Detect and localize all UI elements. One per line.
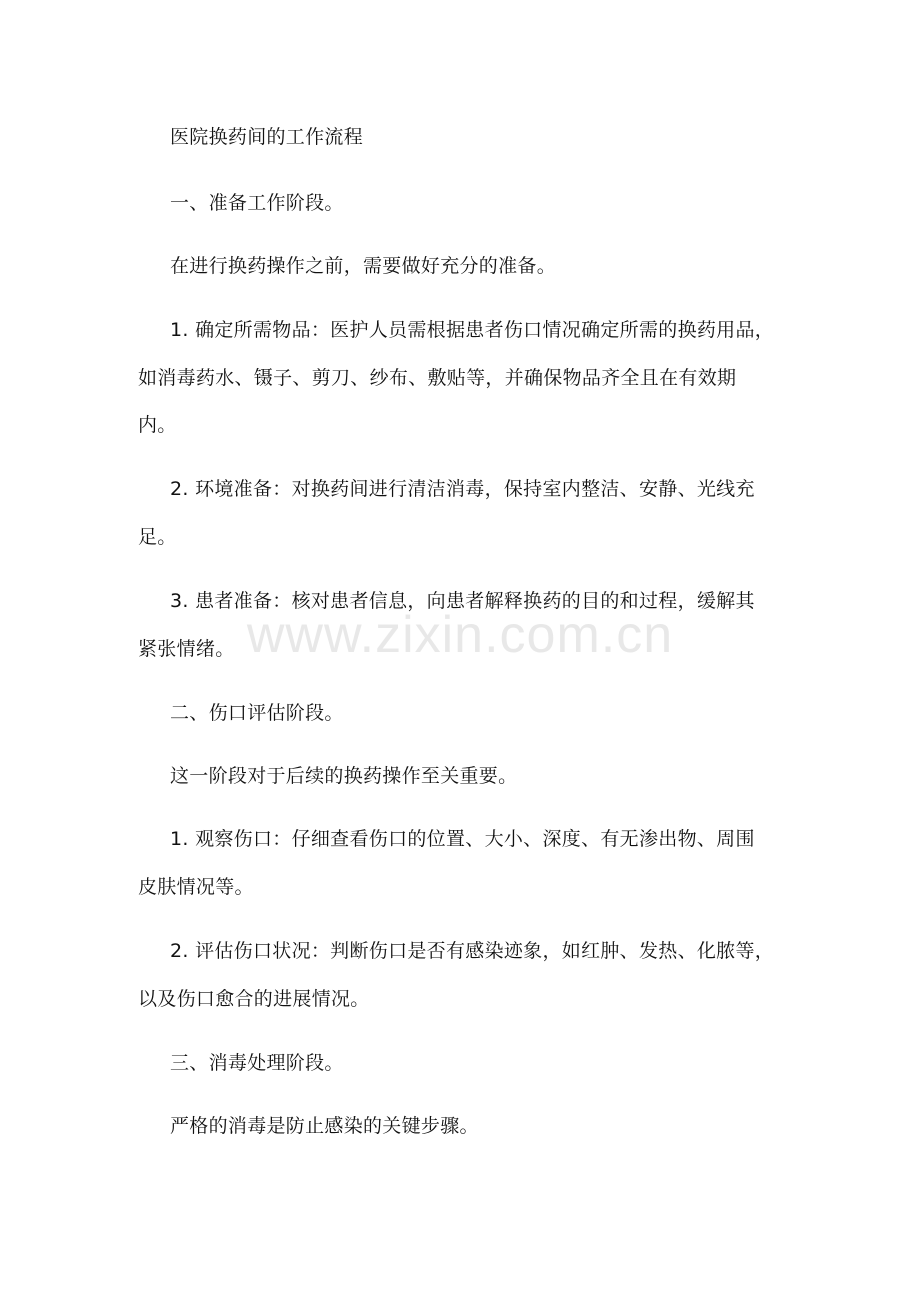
- section-2-heading: 二、伤口评估阶段。: [170, 702, 344, 724]
- section-2-item-2-line-1: 2. 评估伤口状况：判断伤口是否有感染迹象，如红肿、发热、化脓等，: [170, 940, 775, 962]
- section-2-item-1-line-2: 皮肤情况等。: [138, 876, 254, 898]
- section-1-intro: 在进行换药操作之前，需要做好充分的准备。: [170, 255, 557, 277]
- section-1-item-2-line-2: 足。: [138, 526, 177, 548]
- section-1-heading: 一、准备工作阶段。: [170, 192, 344, 214]
- section-2-intro: 这一阶段对于后续的换药操作至关重要。: [170, 765, 518, 787]
- section-1-item-3-line-2: 紧张情绪。: [138, 638, 235, 660]
- section-1-item-3-line-1: 3. 患者准备：核对患者信息，向患者解释换药的目的和过程，缓解其: [170, 590, 755, 612]
- section-1-item-1-line-1: 1. 确定所需物品：医护人员需根据患者伤口情况确定所需的换药用品，: [170, 319, 775, 341]
- section-1-item-1-line-2: 如消毒药水、镊子、剪刀、纱布、敷贴等，并确保物品齐全且在有效期: [138, 367, 737, 389]
- section-2-item-1-line-1: 1. 观察伤口：仔细查看伤口的位置、大小、深度、有无渗出物、周围: [170, 828, 755, 850]
- document-title: 医院换药间的工作流程: [170, 126, 364, 148]
- section-1-item-1-line-3: 内。: [138, 414, 177, 436]
- section-3-heading: 三、消毒处理阶段。: [170, 1052, 344, 1074]
- section-3-intro: 严格的消毒是防止感染的关键步骤。: [170, 1115, 479, 1137]
- watermark: www.zixin.com.cn: [246, 606, 674, 664]
- section-1-item-2-line-1: 2. 环境准备：对换药间进行清洁消毒，保持室内整洁、安静、光线充: [170, 478, 755, 500]
- section-2-item-2-line-2: 以及伤口愈合的进展情况。: [138, 988, 370, 1010]
